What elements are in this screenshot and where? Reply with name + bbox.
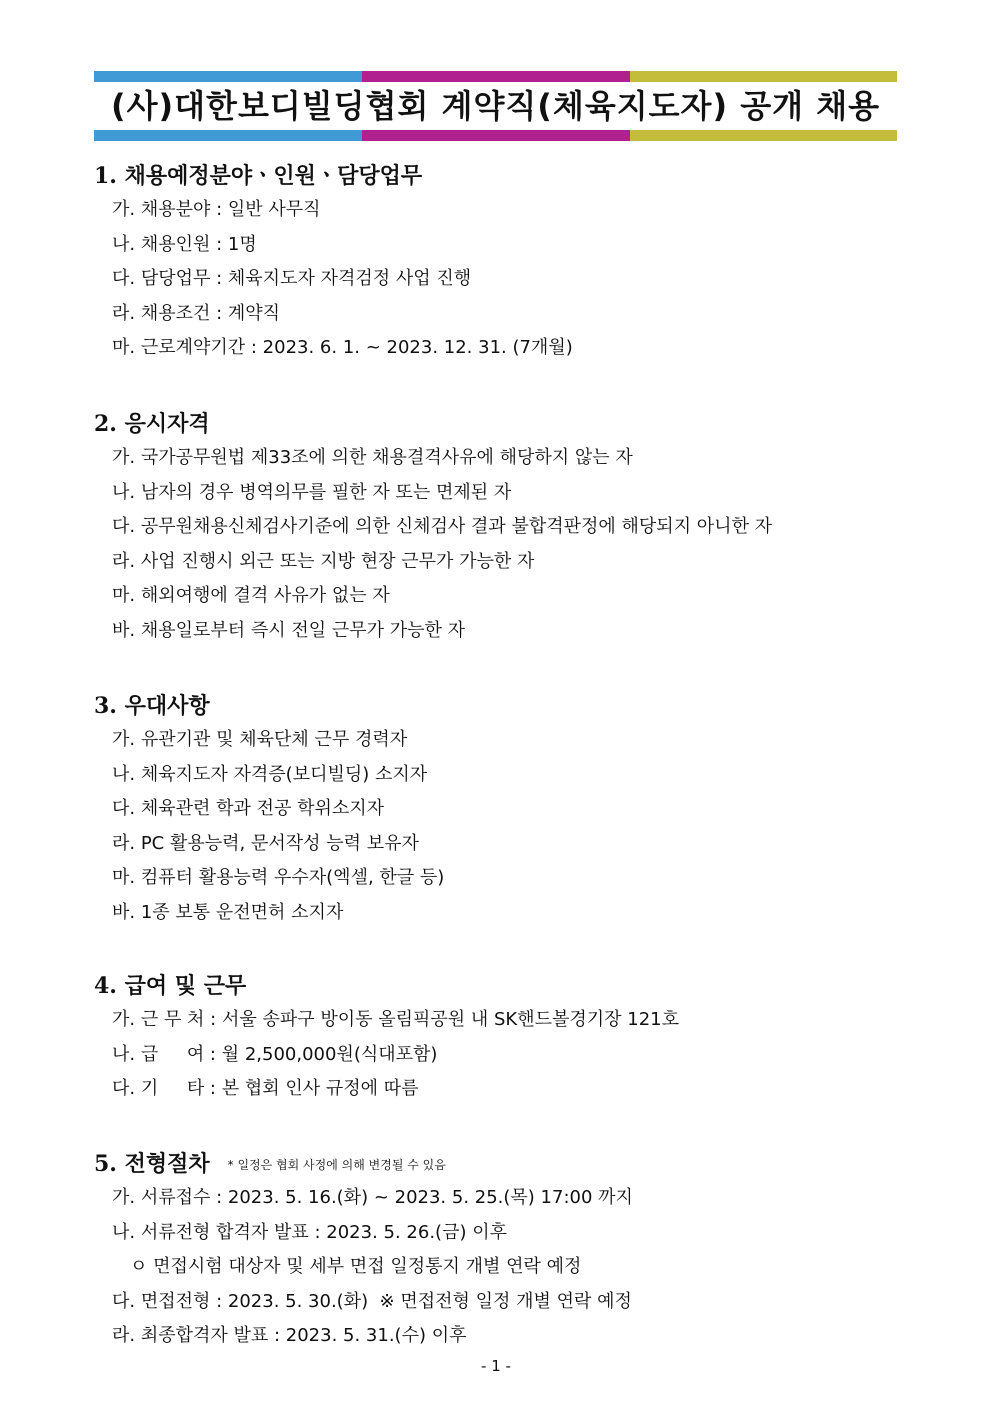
section-heading: 1. 채용예정분야ㆍ인원ㆍ담당업무 xyxy=(94,163,423,189)
list-item: 가. 근 무 처 : 서울 송파구 방이동 올림픽공원 내 SK핸드볼경기장 121호 xyxy=(112,1009,680,1030)
list-item: 바. 채용일로부터 즉시 전일 근무가 가능한 자 xyxy=(112,619,466,641)
title-bar-top-blue xyxy=(94,71,362,82)
list-item: 다. 체육관련 학과 전공 학위소지자 xyxy=(112,798,385,819)
list-item: 바. 1종 보통 운전면허 소지자 xyxy=(112,901,344,923)
page-number: - 1 - xyxy=(481,1357,511,1375)
list-item: 나. 채용인원 : 1명 xyxy=(112,233,257,255)
list-item: 가. 유관기관 및 체육단체 근무 경력자 xyxy=(112,729,408,750)
list-item: 라. PC 활용능력, 문서작성 능력 보유자 xyxy=(112,832,419,854)
section-heading xyxy=(94,1147,633,1181)
list-item: 라. 사업 진행시 외근 또는 지방 현장 근무가 가능한 자 xyxy=(112,550,535,572)
list-item: 나. 체육지도자 자격증(보디빌딩) 소지자 xyxy=(112,763,428,785)
section-qualifications xyxy=(94,407,772,648)
list-item: 가. 국가공무원법 제33조에 의한 채용결격사유에 해당하지 않는 자 xyxy=(112,447,633,468)
list-item: 가. 서류접수 : 2023. 5. 16.(화) ~ 2023. 5. 25.(목) 17:00 까지 xyxy=(112,1187,633,1208)
title-bar-bottom-olive xyxy=(630,130,897,141)
list-item: 나. 급 여 : 월 2,500,000원(식대포함) xyxy=(112,1043,438,1065)
list-sub-item: ㅇ 면접시험 대상자 및 세부 면접 일정통지 개별 연락 예정 xyxy=(130,1256,582,1277)
section-heading: 4. 급여 및 근무 xyxy=(94,973,247,999)
title-bar-bottom-magenta xyxy=(362,130,630,141)
title-bar-bottom-blue xyxy=(94,130,362,141)
list-item: 나. 서류전형 합격자 발표 : 2023. 5. 26.(금) 이후 xyxy=(112,1221,507,1243)
list-item: 마. 근로계약기간 : 2023. 6. 1. ~ 2023. 12. 31. (7개월) xyxy=(112,337,573,358)
document-title: (사)대한보디빌딩협회 계약직(체육지도자) 공개 채용 xyxy=(110,87,881,125)
list-item: 다. 기 타 : 본 협회 인사 규정에 따름 xyxy=(112,1078,419,1099)
list-item: 마. 컴퓨터 활용능력 우수자(엑셀, 한글 등) xyxy=(112,867,445,888)
list-item: 마. 해외여행에 결격 사유가 없는 자 xyxy=(112,585,390,606)
section-heading: 3. 우대사항 xyxy=(94,693,210,719)
list-item: 다. 면접전형 : 2023. 5. 30.(화) ※ 면접전형 일정 개별 연락 예정 xyxy=(112,1290,632,1312)
title-bar-top-olive xyxy=(630,71,897,82)
schedule-note: * 일정은 협회 사정에 의해 변경될 수 있음 xyxy=(227,1158,446,1172)
list-item: 나. 남자의 경우 병역의무를 필한 자 또는 면제된 자 xyxy=(112,481,512,503)
title-bar-top-magenta xyxy=(362,71,630,82)
list-item: 라. 최종합격자 발표 : 2023. 5. 31.(수) 이후 xyxy=(112,1325,467,1346)
list-item: 가. 채용분야 : 일반 사무직 xyxy=(112,199,321,220)
list-item: 다. 공무원채용신체검사기준에 의한 신체검사 결과 불합격판정에 해당되지 아니한 자 xyxy=(112,516,773,537)
section-salary-work xyxy=(94,969,679,1107)
list-item: 라. 채용조건 : 계약직 xyxy=(112,302,281,324)
section-heading: 2. 응시자격 xyxy=(94,411,210,437)
list-item: 다. 담당업무 : 체육지도자 자격검정 사업 진행 xyxy=(112,268,472,289)
section-recruitment-field xyxy=(94,159,573,366)
section-preferences xyxy=(94,689,444,930)
section-selection-process xyxy=(94,1147,633,1354)
section-title: 5. 전형절차 xyxy=(94,1151,210,1177)
